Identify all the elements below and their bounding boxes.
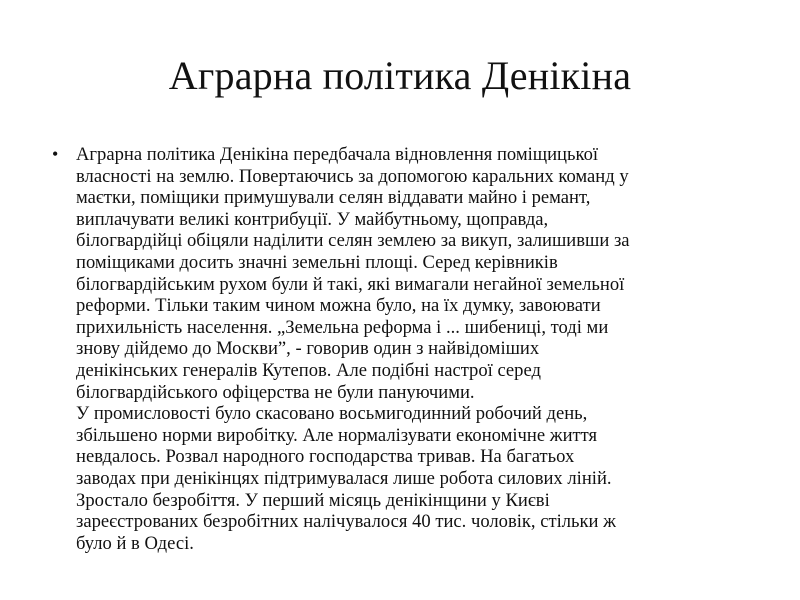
text-line: білогвардійці обіцяли наділити селян землею за викуп, залишивши за (76, 230, 630, 252)
text-line: виплачувати великі контрибуції. У майбутньому, щоправда, (76, 208, 549, 230)
text-line: Аграрна політика Денікіна передбачала відновлення поміщицької (76, 144, 599, 165)
text-line: невдалось. Розвал народного господарства тривав. На багатьох (76, 446, 575, 468)
text-line: власності на землю. Повертаючись за допомогою каральних команд у (76, 165, 629, 187)
text-line: поміщиками досить значні земельні площі. Серед керівників (76, 251, 558, 273)
text-line: зареєстрованих безробітних налічувалося 40 тис. чоловік, стільки ж (76, 511, 616, 533)
text-line: білогвардійського офіцерства не були пануючими. (76, 381, 475, 403)
slide-body (52, 144, 752, 554)
text-line: денікінських генералів Кутепов. Але подібні настрої серед (76, 359, 541, 381)
text-line: білогвардійським рухом були й такі, які вимагали негайної земельної (76, 273, 625, 295)
text-line: знову дійдемо до Москви”, - говорив один з найвідоміших (76, 338, 540, 360)
slide-title: Аграрна політика Денікіна (168, 53, 632, 98)
text-line: заводах при денікінцях підтримувалася лише робота силових ліній. (76, 467, 612, 489)
bullet-text (76, 144, 752, 554)
text-line: маєтки, поміщики примушували селян віддавати майно і ремант, (76, 187, 591, 209)
bullet-icon: • (52, 144, 59, 164)
bullet-item (52, 144, 752, 554)
text-line: було й в Одесі. (76, 532, 194, 554)
text-line: У промисловості було скасовано восьмигодинний робочий день, (76, 403, 588, 425)
text-line: Зростало безробіття. У перший місяць денікінщини у Києві (76, 489, 550, 511)
text-line: реформи. Тільки таким чином можна було, на їх думку, завоювати (76, 295, 601, 317)
text-line: збільшено норми виробітку. Але нормалізувати економічне життя (76, 424, 598, 446)
text-line: прихильність населення. „Земельна реформа і ... шибениці, тоді ми (76, 316, 609, 338)
